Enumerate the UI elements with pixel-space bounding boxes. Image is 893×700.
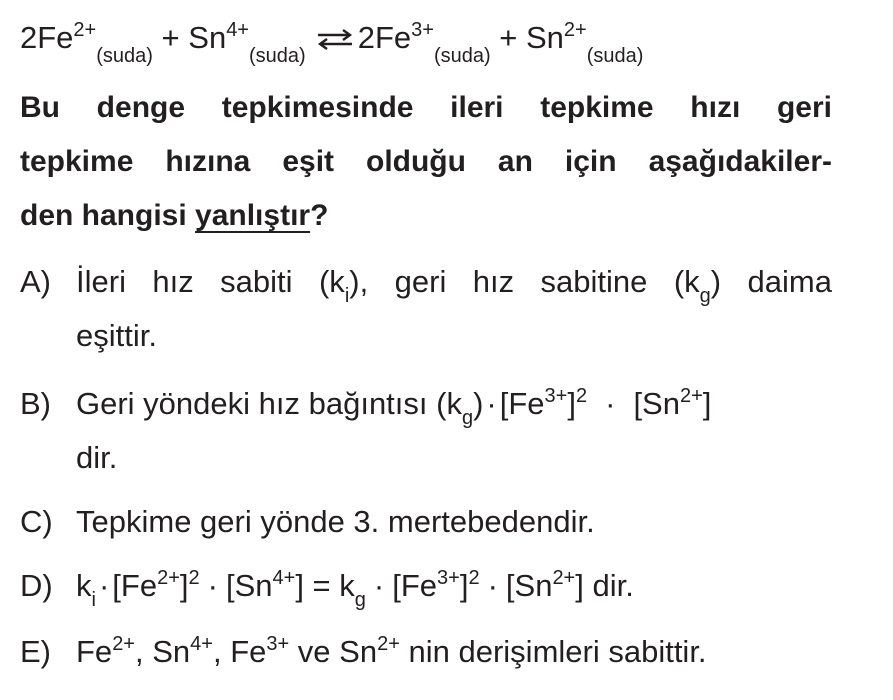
superscript: 3+	[437, 567, 460, 589]
option-text: , Fe	[212, 634, 267, 669]
option-b[interactable]	[20, 384, 712, 429]
superscript: 2	[575, 385, 588, 407]
option-text: ] dir.	[575, 568, 634, 603]
superscript: 3+	[266, 633, 290, 655]
option-text: [Fe	[112, 568, 158, 603]
multiply-dot: ·	[373, 568, 385, 603]
option-text: [Fe	[392, 568, 438, 603]
option-text: ) daima	[710, 264, 832, 299]
option-a-continuation: eşittir.	[76, 318, 157, 353]
option-letter: E)	[20, 634, 51, 669]
multiply-dot: ·	[487, 568, 498, 603]
subscript: i	[91, 589, 96, 611]
option-a[interactable]	[20, 262, 832, 307]
option-text: Fe	[76, 634, 113, 669]
eq-species-fe2: 2Fe	[20, 20, 74, 55]
option-text: ve Sn	[289, 634, 378, 669]
subscript: g	[699, 285, 711, 307]
question-line-1: Bu denge tepkimesinde ileri tepkime hızı geri	[20, 91, 832, 124]
option-d[interactable]	[20, 566, 634, 611]
option-text: )	[473, 386, 484, 421]
multiply-dot: ·	[207, 568, 218, 603]
question-line-2: tepkime hızına eşit olduğu an için aşağıdakiler-	[20, 145, 832, 178]
superscript: 3+	[544, 385, 568, 407]
equilibrium-arrow-icon	[316, 20, 354, 60]
option-text: ]	[567, 386, 576, 421]
eq-species-fe3: 2Fe	[357, 20, 412, 55]
eq-state-sn2: (suda)	[586, 45, 644, 67]
option-c[interactable]	[20, 502, 595, 542]
option-text: k	[76, 568, 92, 603]
option-text: [Sn	[225, 568, 273, 603]
option-text: , Sn	[135, 634, 191, 669]
superscript: 2	[188, 567, 200, 589]
option-letter: A)	[20, 264, 51, 299]
option-text: [Sn	[633, 386, 680, 421]
superscript: 2+	[377, 633, 400, 655]
subscript: i	[344, 285, 350, 307]
eq-charge-sn4: 4+	[226, 19, 249, 41]
subscript: g	[354, 589, 366, 611]
eq-charge-sn2: 2+	[563, 19, 587, 41]
question-mark: ?	[310, 199, 329, 232]
multiply-dot: ·	[98, 568, 110, 603]
question-text: den hangisi	[20, 199, 196, 232]
option-letter: C)	[20, 504, 53, 539]
option-text: ]	[702, 386, 712, 421]
subscript: g	[461, 407, 474, 429]
eq-species-sn4: + Sn	[152, 20, 227, 55]
eq-state-fe2: (suda)	[96, 45, 153, 67]
option-text: Geri yöndeki hız bağıntısı (k	[76, 386, 462, 421]
option-text: ]	[459, 568, 469, 603]
superscript: 2+	[112, 633, 135, 655]
option-text: ), geri hız sabitine (k	[349, 264, 700, 299]
question-underlined-word: yanlıştır	[195, 199, 311, 232]
superscript: 2	[468, 567, 480, 589]
option-b-continuation: dir.	[76, 440, 118, 475]
superscript: 4+	[190, 633, 213, 655]
superscript: 2+	[552, 567, 576, 589]
eq-charge-fe2: 2+	[73, 19, 97, 41]
reaction-equation	[20, 18, 644, 67]
eq-state-sn4: (suda)	[249, 45, 306, 67]
superscript: 4+	[272, 567, 296, 589]
superscript: 2+	[157, 567, 180, 589]
option-e[interactable]	[20, 632, 707, 672]
question-line-3	[20, 196, 328, 236]
option-text: Tepkime geri yönde 3. mertebedendir.	[76, 504, 595, 539]
superscript: 2+	[679, 385, 703, 407]
multiply-dot: ·	[605, 386, 616, 421]
option-letter: B)	[20, 386, 51, 421]
option-text: ] = k	[295, 568, 355, 603]
option-text: nin derişimleri sabittir.	[399, 634, 707, 669]
option-letter: D)	[20, 568, 53, 603]
option-text: [Sn	[505, 568, 553, 603]
eq-species-sn2: + Sn	[490, 20, 564, 55]
multiply-dot: ·	[486, 386, 497, 421]
eq-state-fe3: (suda)	[433, 45, 491, 67]
option-text: İleri hız sabiti (k	[76, 264, 345, 299]
option-text: [Fe	[499, 386, 545, 421]
eq-charge-fe3: 3+	[411, 19, 434, 41]
option-text: ]	[179, 568, 189, 603]
